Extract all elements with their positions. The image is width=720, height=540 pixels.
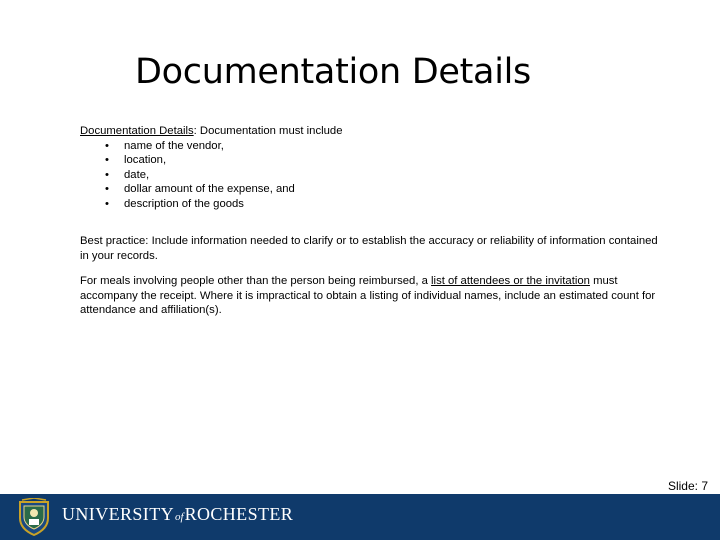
meals-paragraph bbox=[80, 274, 660, 318]
slide-title: Documentation Details bbox=[135, 52, 531, 92]
intro-rest: : Documentation must include bbox=[193, 125, 343, 137]
bullet-icon: • bbox=[105, 168, 109, 181]
wordmark-university: UNIVERSITY bbox=[62, 504, 174, 524]
wordmark-rochester: ROCHESTER bbox=[184, 504, 294, 524]
list-item-text: date, bbox=[124, 168, 150, 181]
list-item bbox=[80, 153, 660, 168]
best-practice-paragraph: Best practice: Include information needed to clarify or to establish the accuracy or reliability of information contained in your records. bbox=[80, 235, 658, 262]
list-item-text: description of the goods bbox=[124, 197, 244, 210]
slide-number: Slide: 7 bbox=[667, 479, 708, 493]
list-item bbox=[80, 168, 660, 183]
bullet-icon: • bbox=[105, 183, 109, 195]
list-item bbox=[80, 139, 660, 154]
wordmark-of: of bbox=[175, 511, 184, 523]
meals-text-before: For meals involving people other than the person being reimbursed, a bbox=[80, 275, 432, 287]
bullet-icon: • bbox=[105, 197, 109, 210]
attendees-link-text: list of attendees or the invitation bbox=[431, 275, 590, 287]
list-item-text: name of the vendor, bbox=[124, 139, 224, 152]
list-item bbox=[80, 182, 660, 197]
slide-body bbox=[80, 124, 660, 318]
list-item bbox=[80, 197, 660, 212]
list-item-text: location, bbox=[124, 154, 167, 166]
requirements-list bbox=[80, 139, 660, 212]
intro-line bbox=[80, 124, 660, 139]
university-wordmark bbox=[62, 504, 293, 525]
footer-bar bbox=[0, 494, 720, 540]
bullet-icon: • bbox=[105, 139, 109, 152]
bullet-icon: • bbox=[105, 154, 109, 166]
meals-text-after: must accompany the receipt. Where it is impractical to obtain a listing of individual names, include an estimated count for attendance and affiliation(s). bbox=[80, 275, 656, 316]
university-seal-icon bbox=[16, 498, 52, 536]
list-item-text: dollar amount of the expense, and bbox=[124, 183, 295, 195]
intro-lead: Documentation Details bbox=[80, 125, 194, 137]
